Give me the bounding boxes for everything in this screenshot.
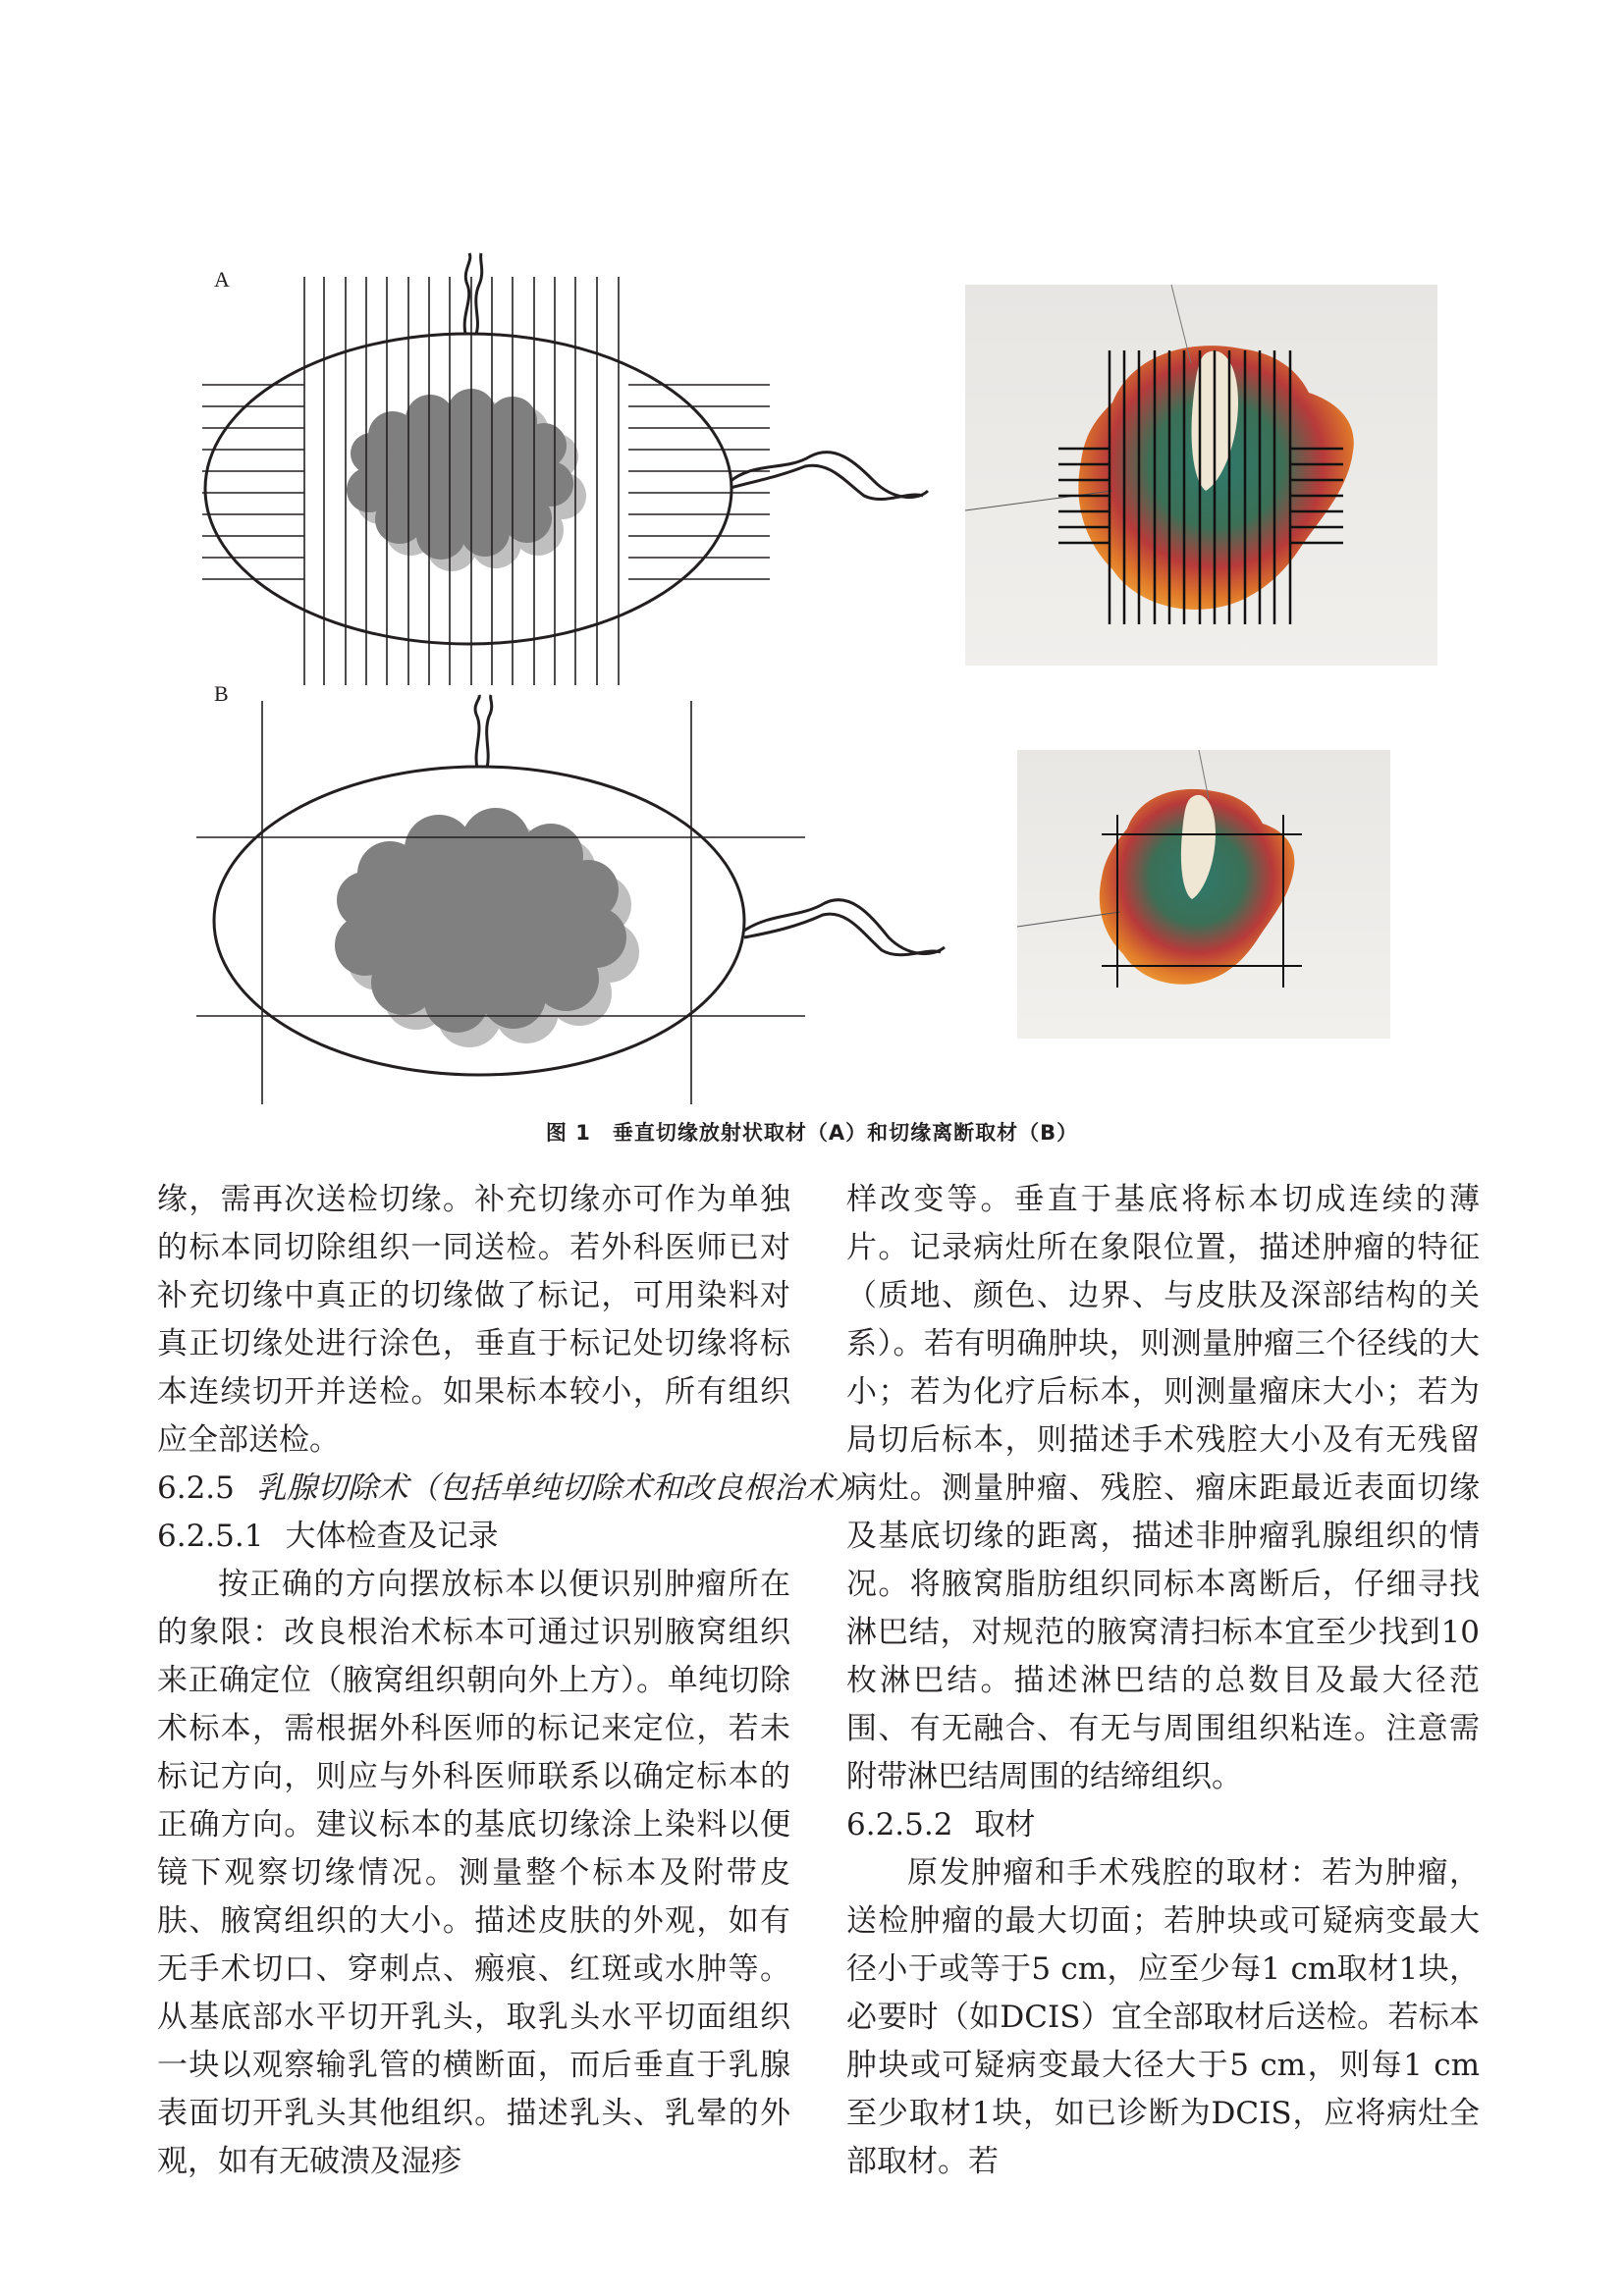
section-heading-6-2-5-1 (157, 1513, 790, 1561)
right-paragraph-2: 原发肿瘤和手术残腔的取材：若为肿瘤，送检肿瘤的最大切面；若肿块或可疑病变最大径小于或等于5 cm，应至少每1 cm取材1块，必要时（如DCIS）宜全部取材后送检。若标本肿块或可疑病变最大径大于5 cm，则每1 cm至少取材1块，如已诊断为DCIS，应将病灶全部取材。若 (846, 1855, 1480, 2179)
specimen-photo-b (1017, 750, 1390, 1039)
left-paragraph-1: 缘，需再次送检切缘。补充切缘亦可作为单独的标本同切除组织一同送检。若外科医师已对补充切缘中真正的切缘做了标记，可用染料对真正切缘处进行涂色，垂直于标记处切缘将标本连续切开并送检。如果标本较小，所有组织应全部送检。 (157, 1182, 790, 1458)
heading-number: 6.2.5 (157, 1470, 235, 1506)
left-paragraph-2: 按正确的方向摆放标本以便识别肿瘤所在的象限：改良根治术标本可通过识别腋窝组织来正确定位（腋窝组织朝向外上方）。单纯切除术标本，需根据外科医师的标记来定位，若未标记方向，则应与外科医师联系以确定标本的正确方向。建议标本的基底切缘涂上染料以便镜下观察切缘情况。测量整个标本及附带皮肤、腋窝组织的大小。描述皮肤的外观，如有无手术切口、穿刺点、瘢痕、红斑或水肿等。从基底部水平切开乳头，取乳头水平切面组织一块以观察输乳管的横断面，而后垂直于乳腺表面切开乳头其他组织。描述乳头、乳晕的外观，如有无破溃及湿疹 (157, 1567, 790, 2179)
suture-side-b-2 (744, 914, 941, 955)
figure-caption: 图 1 垂直切缘放射状取材（A）和切缘离断取材（B） (545, 1121, 1079, 1145)
heading-text: 乳腺切除术（包括单纯切除术和改良根治术） (255, 1470, 865, 1506)
suture-top-b (475, 695, 479, 768)
right-paragraph-1: 样改变等。垂直于基底将标本切成连续的薄片。记录病灶所在象限位置，描述肿瘤的特征（质地、颜色、边界、与皮肤及深部结构的关系）。若有明确肿块，则测量肿瘤三个径线的大小；若为化疗后标本，则测量瘤床大小；若为局切后标本，则描述手术残腔大小及有无残留病灶。测量肿瘤、残腔、瘤床距最近表面切缘及基底切缘的距离，描述非肿瘤乳腺组织的情况。将腋窝脂肪组织同标本离断后，仔细寻找淋巴结，对规范的腋窝清扫标本宜至少找到10枚淋巴结。描述淋巴结的总数目及最大径范围、有无融合、有无与周围组织粘连。注意需附带淋巴结周围的结缔组织。 (846, 1182, 1480, 1794)
suture-top-a (464, 253, 470, 334)
heading-text: 大体检查及记录 (285, 1519, 499, 1554)
section-heading-6-2-5 (157, 1465, 865, 1513)
section-heading-6-2-5-2 (846, 1801, 1480, 1849)
figure-1 (0, 0, 1624, 1129)
specimen-photo-a (965, 285, 1437, 666)
suture-top-b-2 (487, 695, 492, 768)
tumor-b (335, 808, 626, 1033)
right-column (846, 1176, 1480, 2186)
heading-number: 6.2.5.2 (846, 1807, 953, 1842)
left-column (157, 1176, 865, 2186)
panel-b-label: B (214, 681, 229, 706)
panel-a-label: A (214, 267, 230, 292)
heading-text: 取材 (974, 1807, 1036, 1842)
heading-number: 6.2.5.1 (157, 1519, 264, 1554)
suture-side-a (731, 453, 928, 498)
suture-side-b (744, 900, 945, 954)
suture-top-a-2 (476, 253, 482, 334)
